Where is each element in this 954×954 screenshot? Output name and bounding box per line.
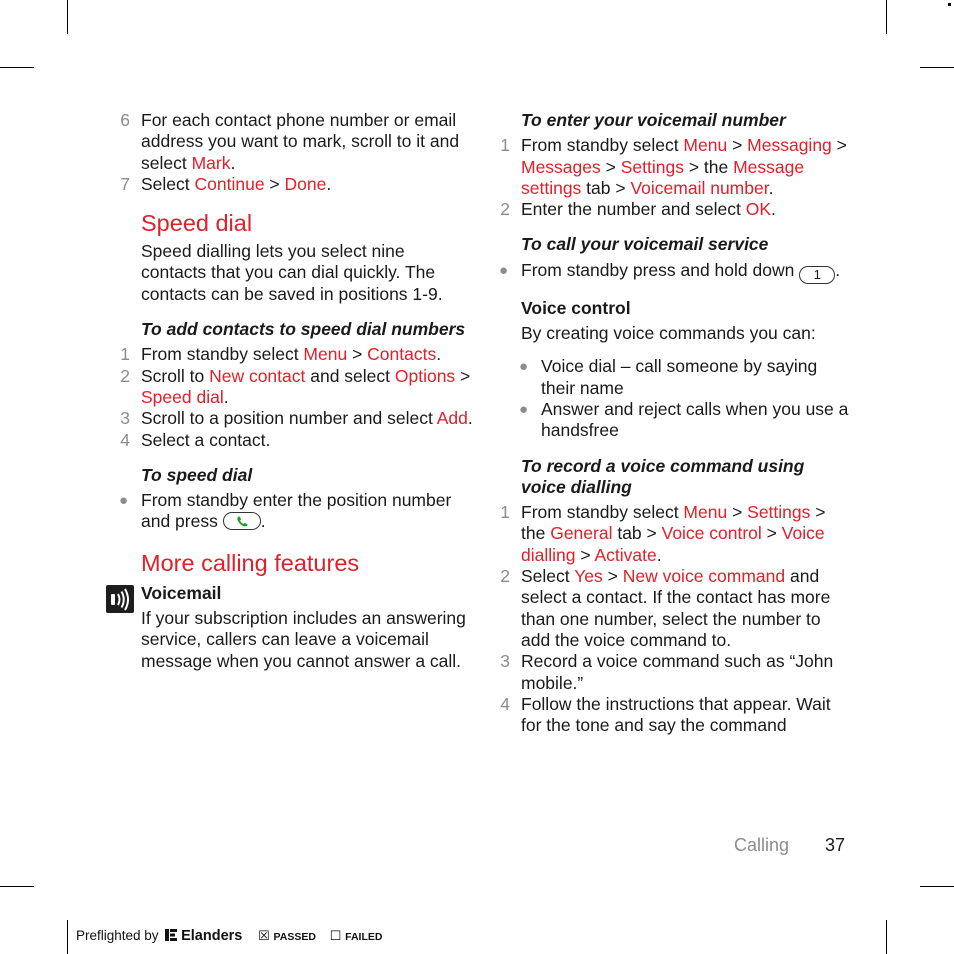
list-item: 3 Scroll to a position number and select Add. <box>113 408 473 429</box>
crop-mark <box>0 67 34 68</box>
step-number: 4 <box>500 693 510 714</box>
preflight-stamp <box>76 928 382 944</box>
list-item: 1 From standby select Menu > Settings > the General tab > Voice control > Voice dialling > Activate. <box>493 502 853 566</box>
step-number: 1 <box>500 502 510 523</box>
bullet-icon: ● <box>499 261 509 279</box>
step-number: 2 <box>120 365 130 386</box>
menu-link-voice-control: Voice control <box>661 523 762 544</box>
speed-dial-description: Speed dialling lets you select nine contacts that you can dial quickly. The contacts can be saved in positions 1-9. <box>141 241 443 304</box>
key-1-icon: 1 <box>799 266 835 284</box>
step-number: 2 <box>500 566 510 587</box>
menu-link-menu: Menu <box>683 502 728 523</box>
menu-link-options: Options <box>394 365 456 386</box>
bullet-item: ● From standby enter the position number and press . <box>119 490 452 532</box>
footer-section-name: Calling <box>734 835 790 855</box>
bullet-icon: ● <box>519 400 529 418</box>
bullet-icon: ● <box>119 492 129 510</box>
list-item: 1 From standby select Menu > Messaging > Messages > Settings > the Message settings tab > Voicemail number. <box>493 135 853 199</box>
menu-link-ok: OK <box>745 199 772 220</box>
voicemail-heading: Voicemail <box>141 582 222 603</box>
menu-link-speed-dial: Speed dial <box>141 386 224 407</box>
menu-link-voice-dialling: Voice dialling <box>521 523 825 565</box>
section-heading-speed-dial: Speed dial <box>141 210 253 237</box>
menu-link-done: Done <box>284 173 327 194</box>
failed-label: FAILED <box>345 931 383 943</box>
menu-link-voicemail-number: Voicemail number <box>630 177 769 198</box>
menu-link-menu: Menu <box>303 344 348 365</box>
step-number: 7 <box>120 173 130 194</box>
step-number: 3 <box>500 651 510 672</box>
list-item: 4 Select a contact. <box>113 430 473 451</box>
crop-mark <box>67 0 68 34</box>
passed-label: PASSED <box>273 931 316 943</box>
menu-link-message-settings: Message settings <box>521 156 805 198</box>
passed-checkbox-icon: ☒ <box>258 928 270 943</box>
step-number: 6 <box>120 110 130 130</box>
bullet-item: ● From standby press and hold down 1 . <box>499 259 841 282</box>
menu-link-activate: Activate <box>594 544 657 565</box>
step-number: 2 <box>500 199 510 220</box>
failed-checkbox-icon: ☐ <box>329 928 342 943</box>
list-item: 1 From standby select Menu > Contacts. <box>113 344 473 365</box>
menu-link-messages: Messages <box>521 156 601 177</box>
crop-mark <box>0 886 34 887</box>
subheading-call-voicemail: To call your voicemail service <box>521 234 769 255</box>
step-number: 3 <box>120 408 130 429</box>
list-item: 7 Select Continue > Done. <box>113 174 473 195</box>
crop-mark <box>886 0 887 34</box>
registration-dot <box>948 3 951 6</box>
green-call-key-icon <box>223 512 261 530</box>
voice-control-heading: Voice control <box>521 297 631 318</box>
crop-mark <box>920 886 954 887</box>
menu-link-continue: Continue <box>194 173 265 194</box>
crop-mark <box>920 67 954 68</box>
list-item: 6 For each contact phone number or email address you want to mark, scroll to it and select Mark. <box>113 110 473 174</box>
menu-link-add: Add <box>436 408 468 429</box>
voicemail-description: If your subscription includes an answering service, callers can leave a voicemail message when you cannot answer a call. <box>141 608 466 671</box>
menu-link-new-contact: New contact <box>209 365 306 386</box>
menu-link-yes: Yes <box>574 566 603 587</box>
list-item: 4 Follow the instructions that appear. Wait for the tone and say the command <box>493 694 853 737</box>
step-number: 1 <box>120 344 130 365</box>
preflight-label: Preflighted by <box>76 928 159 943</box>
bullet-icon: ● <box>519 358 529 376</box>
subheading-add-contacts: To add contacts to speed dial numbers <box>141 319 466 340</box>
brand-name: Elanders <box>181 928 243 944</box>
list-item: 3 Record a voice command such as “John mobile.” <box>493 651 853 694</box>
menu-link-menu: Menu <box>683 135 728 156</box>
list-item: 2 Scroll to New contact and select Options > Speed dial. <box>113 366 473 409</box>
menu-link-settings: Settings <box>620 156 684 177</box>
page-number: 37 <box>825 835 846 855</box>
left-column <box>113 110 473 672</box>
right-column <box>493 110 853 736</box>
voice-control-description: By creating voice commands you can: <box>521 323 816 344</box>
voicemail-block <box>113 583 473 672</box>
menu-link-mark: Mark <box>191 152 231 173</box>
menu-link-contacts: Contacts <box>367 344 437 365</box>
subheading-record-voice-command: To record a voice command using voice dialling <box>521 455 805 497</box>
subheading-enter-voicemail: To enter your voicemail number <box>521 110 786 130</box>
elanders-logo-icon <box>165 929 177 941</box>
bullet-item: ● Voice dial – call someone by saying their name <box>519 356 818 398</box>
section-heading-more-calling-features: More calling features <box>141 549 360 576</box>
voicemail-sound-icon <box>106 585 134 613</box>
bullet-item: ● Answer and reject calls when you use a handsfree <box>519 398 849 441</box>
subheading-to-speed-dial: To speed dial <box>141 464 253 485</box>
menu-link-settings: Settings <box>747 502 811 523</box>
menu-link-new-voice-command: New voice command <box>622 566 786 587</box>
list-item: 2 Enter the number and select OK. <box>493 199 853 220</box>
menu-link-messaging: Messaging <box>747 135 832 156</box>
menu-link-general: General <box>550 523 613 544</box>
step-number: 1 <box>500 135 510 156</box>
list-item: 2 Select Yes > New voice command and select a contact. If the contact has more than one number, select the number to add the voice command to. <box>493 566 853 651</box>
crop-mark <box>886 920 887 954</box>
step-number: 4 <box>120 429 130 450</box>
crop-mark <box>67 920 68 954</box>
